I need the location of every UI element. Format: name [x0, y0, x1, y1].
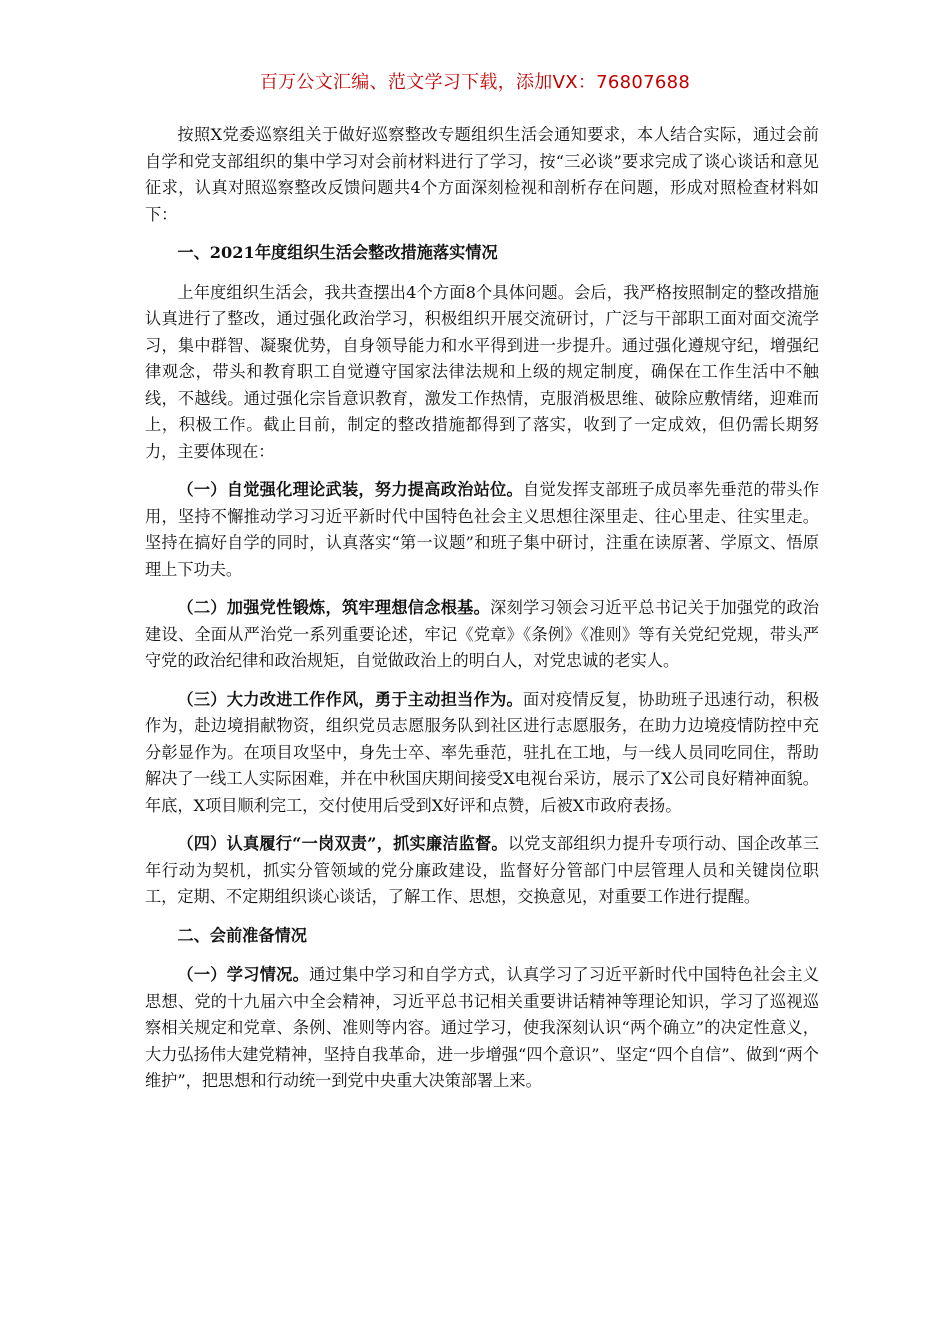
item-lead: （一）学习情况。 — [177, 965, 310, 984]
item-text: 自觉发挥支部班子成员率先垂范的带头作用，坚持不懈推动学习习近平新时代中国特色社会主义思想往深里走、往心里走、往实里走。坚持在搞好自学的同时，认真落实“第一议题”和班子集中研讨，注重在读原著、学原文、悟原理上下功夫。 — [145, 480, 820, 579]
section-1-item-2 — [145, 595, 819, 675]
item-text: 面对疫情反复，协助班子迅速行动，积极作为，赴边境捐献物资，组织党员志愿服务队到社区进行志愿服务，在助力边境疫情防控中充分彰显作为。在项目攻坚中，身先士卒、率先垂范，驻扎在工地，与一线人员同吃同住，帮助解决了一线工人实际困难，并在中秋国庆期间接受X电视台采访，展示了X公司良好精神面貌。年底，X项目顺利完工，交付使用后受到X好评和点赞，后被X市政府表扬。 — [145, 689, 820, 815]
section-2-item-1 — [145, 962, 819, 1095]
section-1-item-4 — [145, 831, 819, 911]
item-text: 通过集中学习和自学方式，认真学习了习近平新时代中国特色社会主义思想、党的十九届六中全会精神，习近平总书记相关重要讲话精神等理论知识，学习了巡视巡察相关规定和党章、条例、准则等内容。通过学习，使我深刻认识“两个确立”的决定性意义，大力弘扬伟大建党精神，坚持自我革命，进一步增强“四个意识”、坚定“四个自信”、做到“两个维护”，把思想和行动统一到党中央重大决策部署上来。 — [145, 965, 820, 1090]
section-1-item-1 — [145, 477, 819, 583]
document-body — [145, 122, 819, 1107]
section-1-body: 上年度组织生活会，我共查摆出4个方面8个具体问题。会后，我严格按照制定的整改措施认真进行了整改，通过强化政治学习，积极组织开展交流研讨，广泛与干部职工面对面交流学习，集中群智、凝聚优势，自身领导能力和水平得到进一步提升。通过强化遵规守纪，增强纪律观念，带头和教育职工自觉遵守国家法律法规和上级的规定制度，确保在工作生活中不触线，不越线。通过强化宗旨意识教育，激发工作热情，克服消极思维、破除应敷情绪，迎难而上，积极工作。截止目前，制定的整改措施都得到了落实，收到了一定成效，但仍需长期努力，主要体现在： — [145, 282, 819, 461]
intro-paragraph: 按照X党委巡察组关于做好巡察整改专题组织生活会通知要求，本人结合实际，通过会前自学和党支部组织的集中学习对会前材料进行了学习，按“三必谈”要求完成了谈心谈话和意见征求，认真对照巡察整改反馈问题共4个方面深刻检视和剖析存在问题，形成对照检查材料如下： — [145, 125, 819, 224]
item-text: 以党支部组织力提升专项行动、国企改革三年行动为契机，抓实分管领域的党分廉政建设，监督好分管部门中层管理人员和关键岗位职工，定期、不定期组织谈心谈话，了解工作、思想，交换意见，对重要工作进行提醒。 — [145, 834, 820, 906]
section-2-heading: 二、会前准备情况 — [177, 925, 307, 945]
watermark-banner: 百万公文汇编、范文学习下载，添加VX：76807688 — [259, 72, 691, 93]
section-1-item-3 — [145, 687, 819, 820]
item-lead: （二）加强党性锻炼，筑牢理想信念根基。 — [177, 598, 491, 617]
item-lead: （四）认真履行“一岗双责”，抓实廉洁监督。 — [177, 834, 508, 853]
item-lead: （一）自觉强化理论武装，努力提高政治站位。 — [177, 480, 524, 499]
item-text: 深刻学习领会习近平总书记关于加强党的政治建设、全面从严治党一系列重要论述，牢记《党章》《条例》《准则》等有关党纪党规，带头严守党的政治纪律和政治规矩，自觉做政治上的明白人，对党忠诚的老实人。 — [145, 598, 820, 670]
item-lead: （三）大力改进工作作风，勇于主动担当作为。 — [177, 689, 524, 709]
section-1-heading: 一、2021年度组织生活会整改措施落实情况 — [177, 243, 498, 262]
